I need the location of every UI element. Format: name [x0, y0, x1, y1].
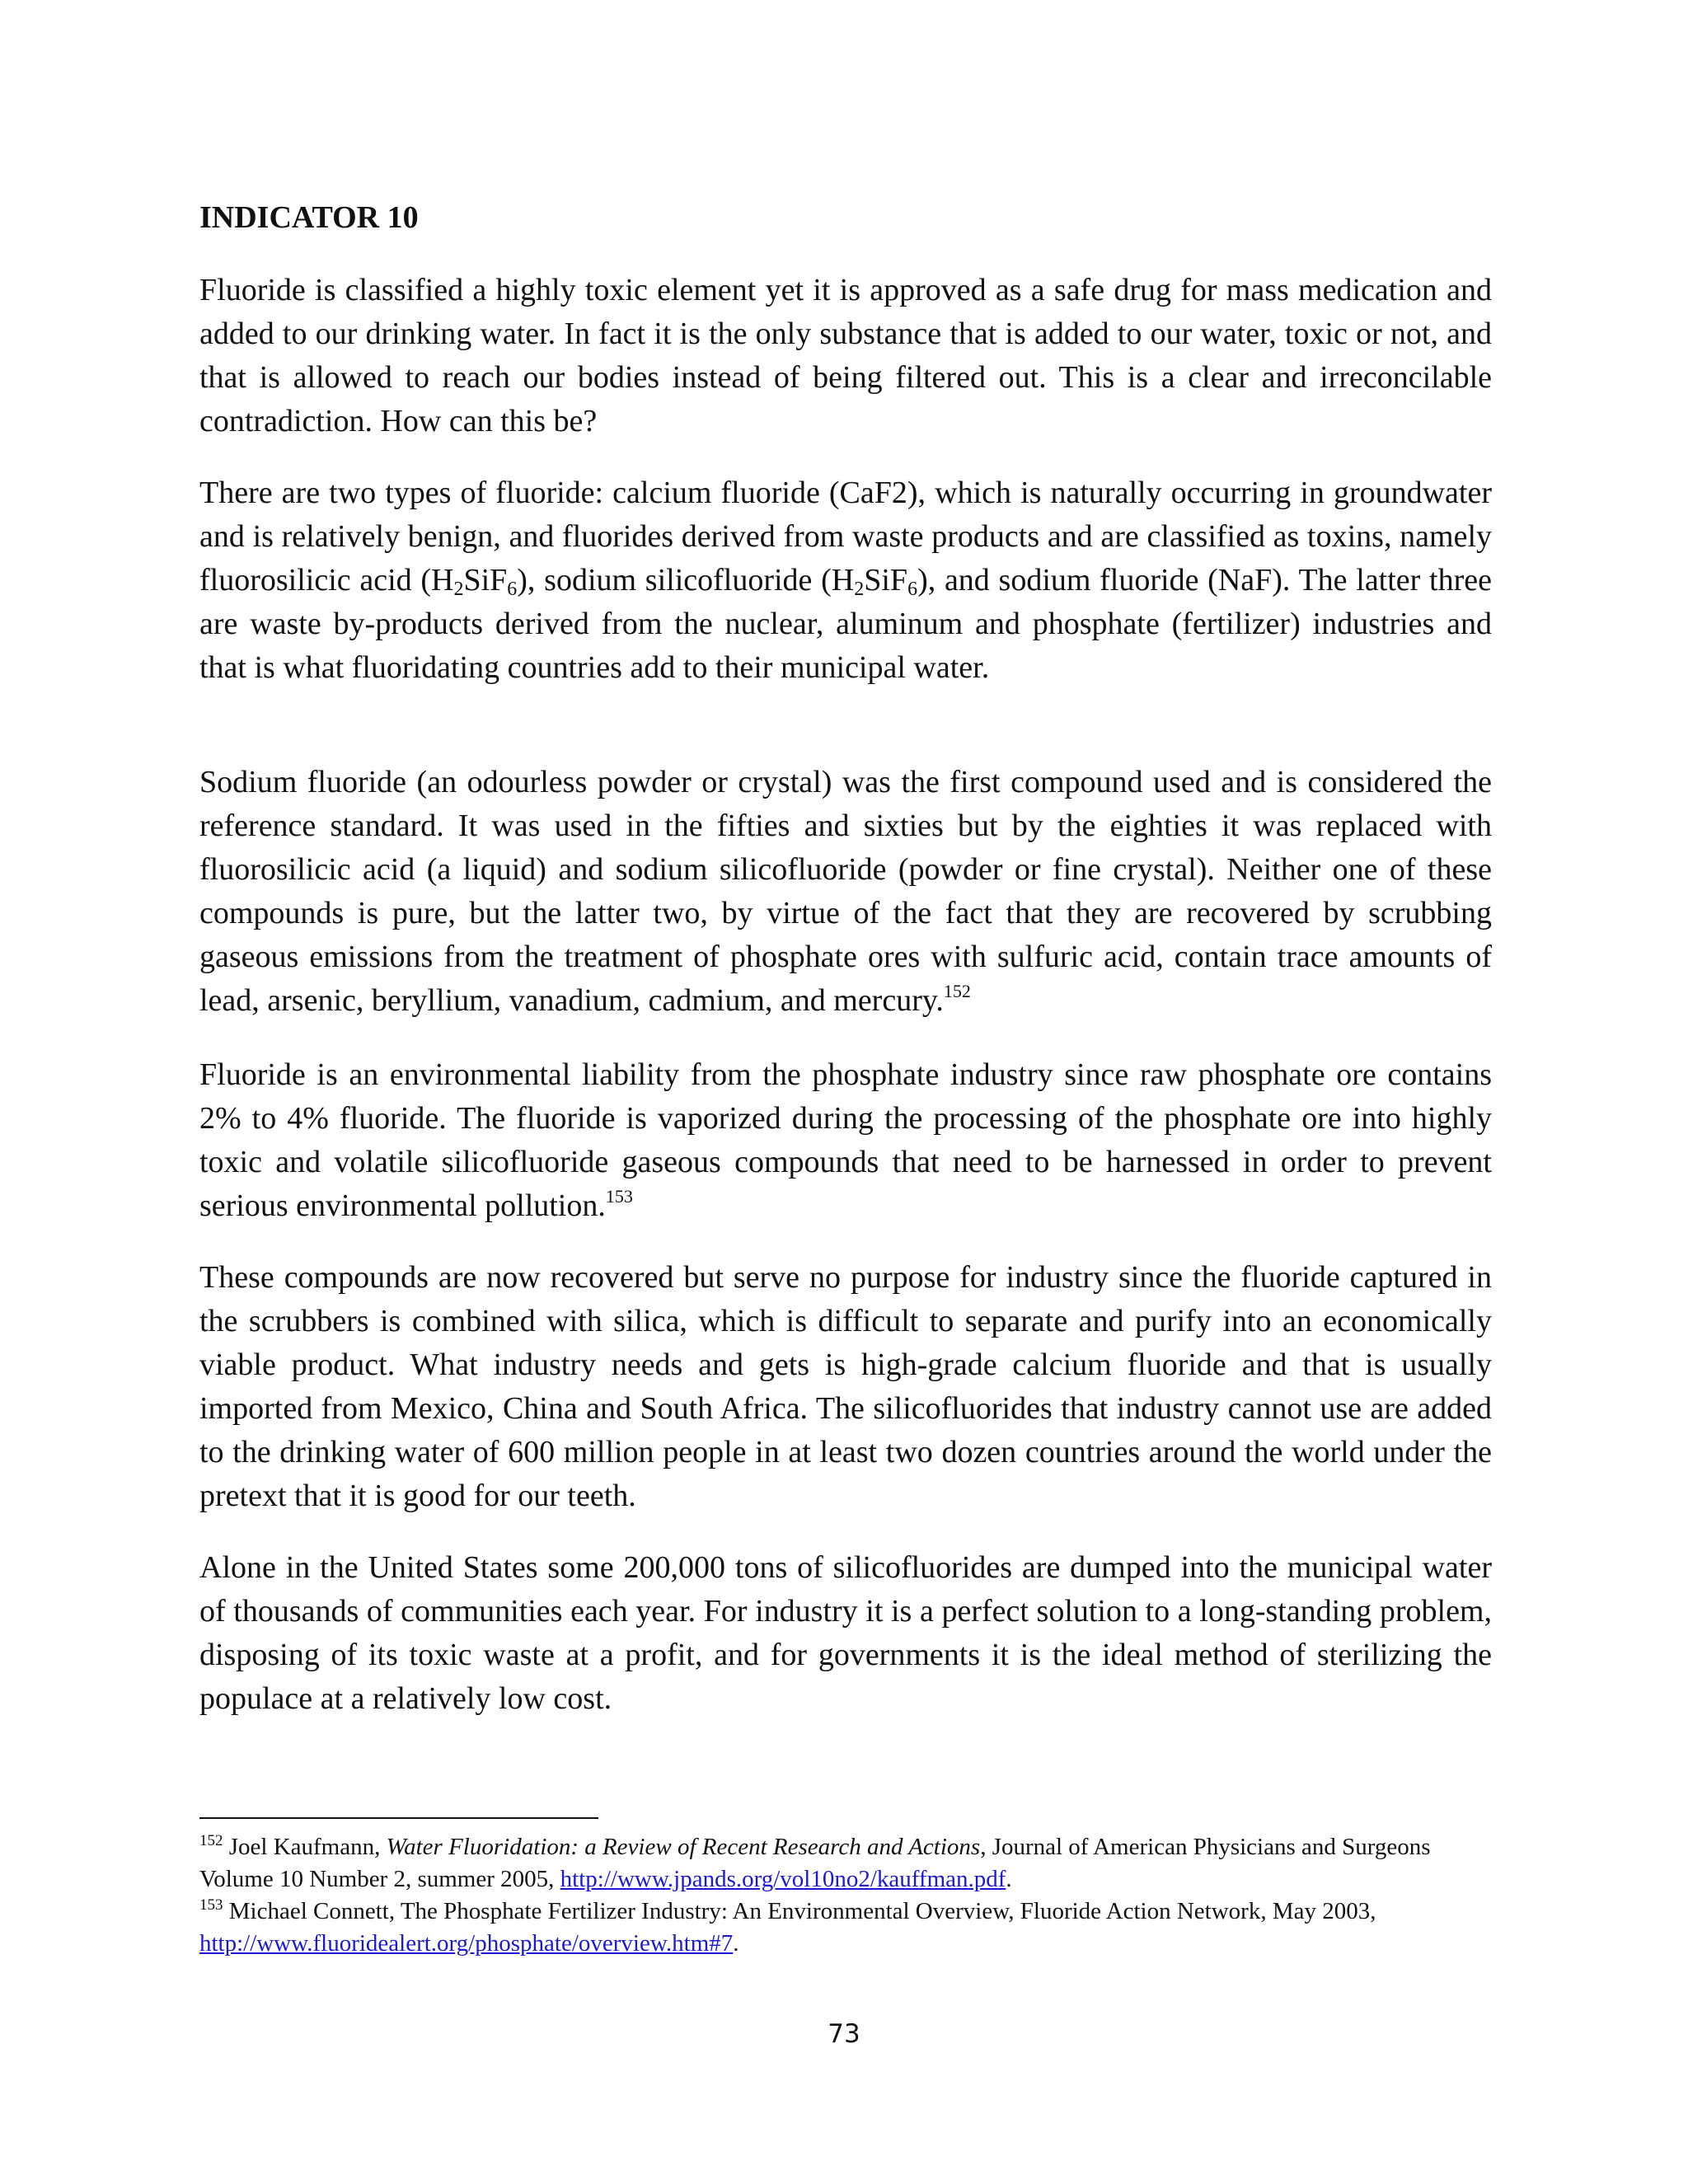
footnote-details: , Journal of American Physicians and Surgeons Volume 10 Number 2, summer 2005, — [199, 1834, 1431, 1892]
paragraph — [199, 471, 1492, 690]
subscript: 6 — [907, 579, 918, 600]
footnote-end: . — [733, 1930, 739, 1957]
footnote-link[interactable]: http://www.jpands.org/vol10no2/kauffman.pdf — [560, 1866, 1006, 1892]
footnote-separator — [199, 1817, 598, 1819]
subscript: 6 — [507, 579, 518, 600]
paragraph-text: ), sodium silicofluoride (H — [517, 563, 855, 598]
paragraph: Fluoride is classified a highly toxic element yet it is approved as a safe drug for mass medication and added to our drinking water. In fact it is the only substance that is added to our water, toxic or not, and that is allowed to reach our bodies instead of being filtered out. This is a clear and irreconcilable contradiction. How can this be? — [199, 273, 1492, 438]
paragraph — [199, 1053, 1492, 1228]
section-heading: INDICATOR 10 — [199, 200, 419, 235]
footnote-end: . — [1006, 1866, 1012, 1892]
page-number: 73 — [828, 2019, 860, 2049]
footnote-text: Michael Connett, The Phosphate Fertilizer Industry: An Environmental Overview, Fluoride Action Network, May 2003, — [223, 1898, 1376, 1924]
footnote-reference[interactable]: 153 — [605, 1186, 633, 1207]
footnotes — [199, 1831, 1492, 1960]
subscript: 2 — [453, 579, 464, 600]
footnote — [199, 1831, 1492, 1896]
paragraph-text: Sodium fluoride (an odourless powder or crystal) was the first compound used and is considered the reference standard. It was used in the fifties and sixties but by the eighties it was replaced with fluorosilicic acid (a liquid) and sodium silicofluoride (powder or fine crystal). Neither one of these compounds is pure, but the latter two, by virtue of the fact that they are recovered by scrubbing gaseous emissions from the treatment of phosphate ores with sulfuric acid, contain trace amounts of lead, arsenic, beryllium, vanadium, cadmium, and mercury. — [199, 765, 1492, 1018]
paragraph-text: ), and sodium fluoride (NaF). The latter three are waste by-products derived from the nuclear, aluminum and phosphate (fertilizer) industries and that is what fluoridating countries add to their municipal water. — [199, 563, 1492, 685]
paragraph-text: Fluoride is an environmental liability from the phosphate industry since raw phosphate ore contains 2% to 4% fluoride. The fluoride is vaporized during the processing of the phosphate ore into highly toxic and volatile silicofluoride gaseous compounds that need to be harnessed in order to prevent serious environmental pollution. — [199, 1057, 1492, 1223]
footnote-number: 153 — [199, 1896, 223, 1914]
footnote-reference[interactable]: 152 — [943, 981, 971, 1001]
paragraph: These compounds are now recovered but serve no purpose for industry since the fluoride captured in the scrubbers is combined with silica, which is difficult to separate and purify into an economically viable product. What industry needs and gets is high-grade calcium fluoride and that is usually imported from Mexico, China and South Africa. The silicofluorides that industry cannot use are added to the drinking water of 600 million people in at least two dozen countries around the world under the pretext that it is good for our teeth. — [199, 1260, 1492, 1513]
paragraph: Alone in the United States some 200,000 tons of silicofluorides are dumped into the municipal water of thousands of communities each year. For industry it is a perfect solution to a long-standing problem, disposing of its toxic waste at a profit, and for governments it is the ideal method of sterilizing the populace at a relatively low cost. — [199, 1550, 1492, 1716]
paragraph-text: SiF — [463, 563, 508, 598]
footnote-number: 152 — [199, 1832, 223, 1849]
footnote-author: Joel Kaufmann, — [223, 1834, 387, 1860]
paragraph-text: There are two types of fluoride: calcium fluoride (CaF2), which is naturally occurring in groundwater and is relatively benign, and fluorides derived from waste products and are classified as toxins, namely fluorosilicic acid (H — [199, 476, 1492, 598]
paragraph-text: SiF — [864, 563, 908, 598]
footnote — [199, 1896, 1492, 1960]
footnote-title: Water Fluoridation: a Review of Recent Research and Actions — [386, 1834, 981, 1860]
footnote-link[interactable]: http://www.fluoridealert.org/phosphate/overview.htm#7 — [199, 1930, 734, 1957]
paragraph — [199, 761, 1492, 1023]
subscript: 2 — [854, 579, 865, 600]
